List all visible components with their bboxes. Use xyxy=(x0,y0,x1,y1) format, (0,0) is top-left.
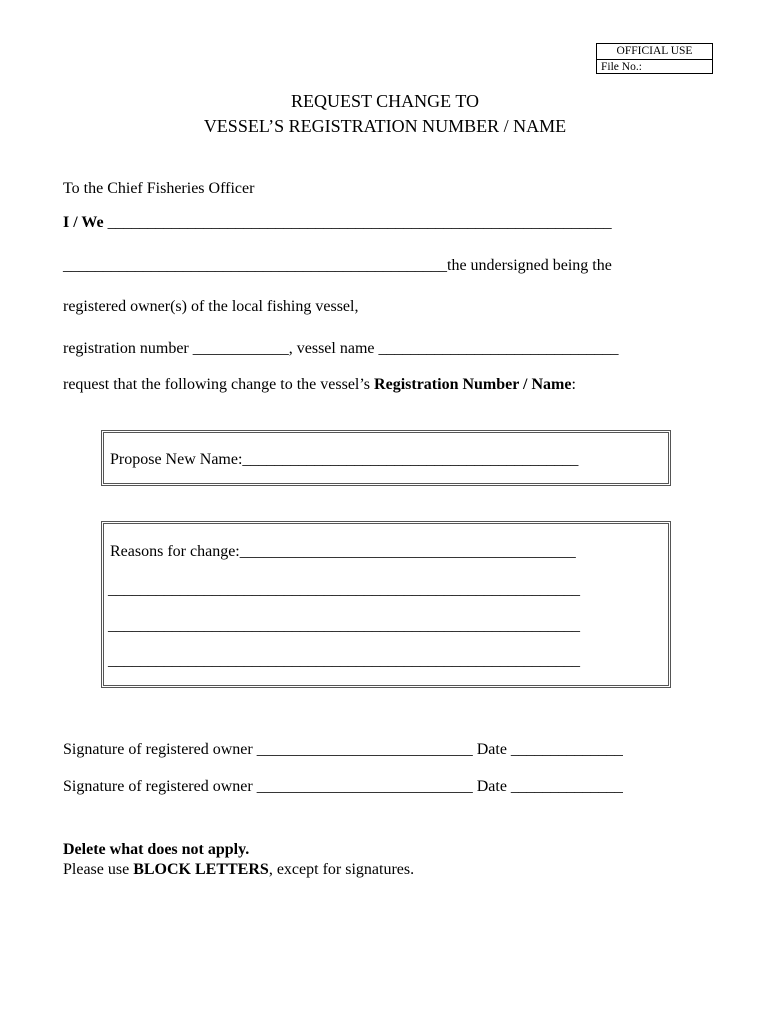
reasons-field-line[interactable]: ___________________________________________________________ xyxy=(108,617,580,634)
block-note-tail: , except for signatures. xyxy=(268,861,415,878)
request-text: request that the following change to the vessel’s xyxy=(63,376,375,393)
official-use-box xyxy=(596,43,713,74)
date-field[interactable]: ______________ xyxy=(510,741,623,758)
request-colon: : xyxy=(571,376,576,393)
undersigned-text: the undersigned being the xyxy=(447,257,612,274)
propose-name-line xyxy=(110,451,578,469)
request-line xyxy=(63,376,576,394)
registration-number-field[interactable]: ____________ xyxy=(192,340,289,357)
signature-field[interactable]: ___________________________ xyxy=(256,741,473,758)
i-we-label: I / We xyxy=(63,214,104,231)
official-use-label: OFFICIAL USE xyxy=(597,44,712,60)
reasons-line xyxy=(110,543,576,561)
reasons-field-line[interactable]: ___________________________________________________________ xyxy=(108,652,580,669)
delete-note: Delete what does not apply. xyxy=(63,841,250,858)
form-title-line2: VESSEL’S REGISTRATION NUMBER / NAME xyxy=(203,116,567,136)
signature-label: Signature of registered owner xyxy=(63,778,253,795)
block-note-text: Please use xyxy=(63,861,134,878)
file-no-field[interactable]: File No.: xyxy=(601,61,642,73)
undersigned-line xyxy=(63,257,612,275)
vessel-name-field[interactable]: ______________________________ xyxy=(378,340,619,357)
signature-field[interactable]: ___________________________ xyxy=(256,778,473,795)
propose-name-field[interactable]: __________________________________________ xyxy=(242,451,579,468)
registration-line xyxy=(63,340,619,358)
i-we-line xyxy=(63,214,612,232)
vessel-name-label: , vessel name xyxy=(288,340,375,357)
propose-name-label: Propose New Name: xyxy=(110,451,243,468)
registration-number-label: registration number xyxy=(63,340,189,357)
reasons-field[interactable]: __________________________________________ xyxy=(239,543,576,560)
date-field[interactable]: ______________ xyxy=(510,778,623,795)
date-label: Date xyxy=(476,741,507,758)
reasons-field-line[interactable]: ___________________________________________________________ xyxy=(108,581,580,598)
block-note-bold: BLOCK LETTERS xyxy=(133,861,269,878)
reasons-label: Reasons for change: xyxy=(110,543,240,560)
signature-line xyxy=(63,741,623,759)
form-title-line1: REQUEST CHANGE TO xyxy=(290,91,479,111)
owner-name-continued-field[interactable]: ________________________________________________ xyxy=(63,257,447,274)
date-label: Date xyxy=(476,778,507,795)
signature-label: Signature of registered owner xyxy=(63,741,253,758)
request-bold-text: Registration Number / Name xyxy=(374,376,572,393)
block-letters-note xyxy=(63,861,414,879)
addressee: To the Chief Fisheries Officer xyxy=(63,180,255,197)
registered-owner-text: registered owner(s) of the local fishing vessel, xyxy=(63,298,359,315)
owner-name-field[interactable]: _______________________________________________________________ xyxy=(107,214,612,231)
signature-line xyxy=(63,778,623,796)
